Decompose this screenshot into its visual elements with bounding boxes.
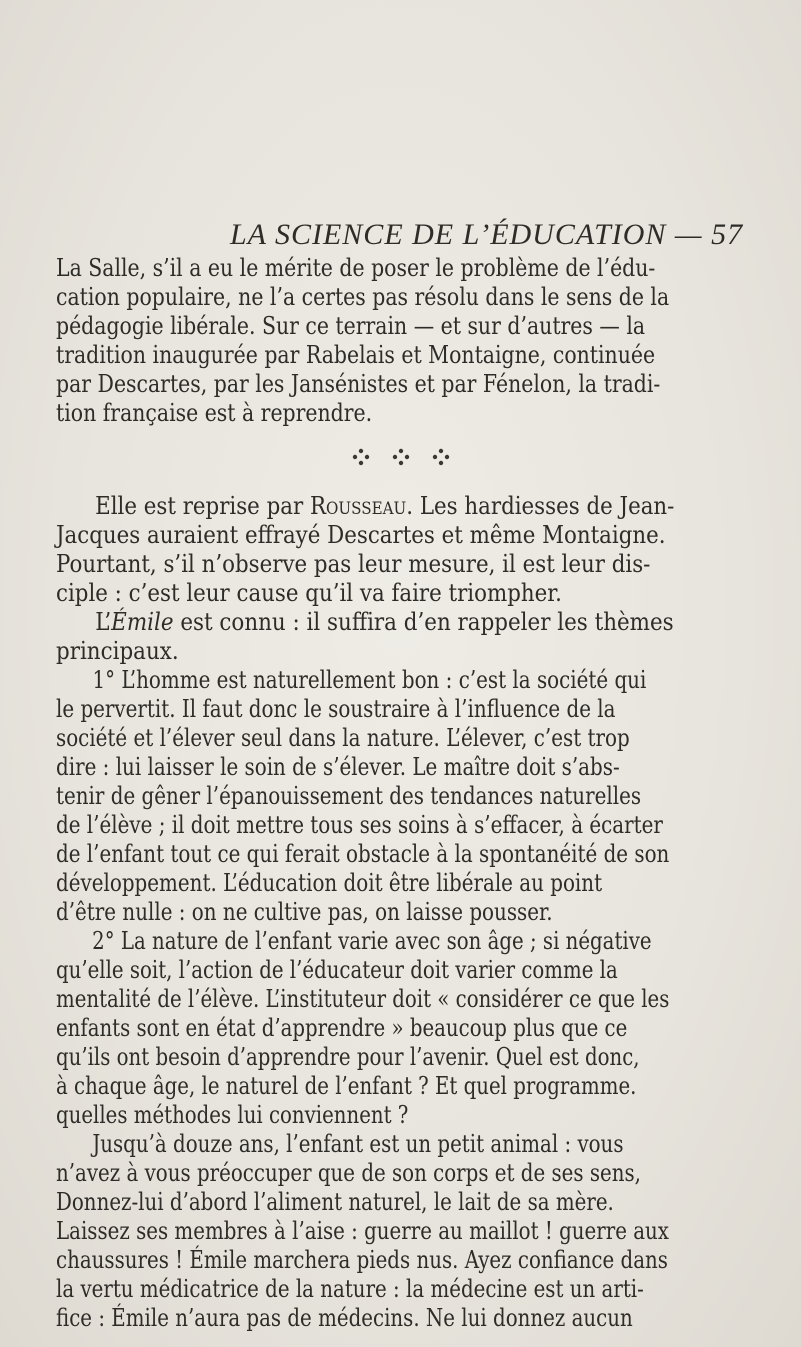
text-line: de l’élève ; il doit mettre tous ses soins à s’effacer, à écarter — [56, 811, 663, 839]
text-line: par Descartes, par les Jansénistes et par Fénelon, la tradi- — [56, 370, 661, 398]
text-line: Laissez ses membres à l’aise : guerre au maillot ! guerre aux — [56, 1217, 669, 1245]
text-line: qu’elle soit, l’action de l’éducateur doit varier comme la — [56, 956, 618, 984]
text-line: ciple : c’est leur cause qu’il va faire triompher. — [56, 579, 562, 607]
text-line: tenir de gêner l’épanouissement des tendances naturelles — [56, 782, 642, 810]
text-line: la vertu médicatrice de la nature : la médecine est un arti- — [56, 1275, 644, 1303]
text-line: La Salle, s’il a eu le mérite de poser le problème de l’édu- — [56, 254, 656, 282]
author-name: Rousseau — [309, 492, 407, 520]
text-line: 1° L’homme est naturellement bon : c’est la société qui — [92, 666, 647, 694]
text-fragment: L’ — [95, 608, 112, 636]
text-line: tion française est à reprendre. — [56, 399, 373, 427]
paragraph-point-1 — [56, 666, 670, 927]
paragraph-emile — [56, 608, 672, 666]
text-line: le pervertit. Il faut donc le soustraire à l’influence de la — [56, 695, 616, 723]
text-line: qu’ils ont besoin d’apprendre pour l’avenir. Quel est donc, — [56, 1043, 640, 1071]
running-header: LA SCIENCE DE L’ÉDUCATION — 57 — [230, 218, 744, 251]
text-line: pédagogie libérale. Sur ce terrain — et sur d’autres — la — [56, 312, 646, 340]
text-line: Jusqu’à douze ans, l’enfant est un petit animal : vous — [92, 1130, 624, 1158]
paragraph-rousseau — [56, 492, 675, 608]
text-line: d’être nulle : on ne cultive pas, on laisse pousser. — [56, 898, 553, 926]
text-line: 2° La nature de l’enfant varie avec son âge ; si négative — [92, 927, 652, 955]
text-line: mentalité de l’élève. L’instituteur doit « considérer ce que les — [56, 985, 670, 1013]
text-line: développement. L’éducation doit être libérale au point — [56, 869, 603, 897]
paragraph-douze-ans — [56, 1130, 669, 1333]
text-line: dire : lui laisser le soin de s’élever. Le maître doit s’abs- — [56, 753, 620, 781]
text-fragment: Elle est reprise par — [95, 492, 310, 520]
text-line: à chaque âge, le naturel de l’enfant ? Et quel programme. — [56, 1072, 637, 1100]
text-line: principaux. — [56, 637, 179, 665]
text-line: chaussures ! Émile marchera pieds nus. Ayez confiance dans — [56, 1246, 668, 1274]
text-line: cation populaire, ne l’a certes pas résolu dans le sens de la — [56, 283, 670, 311]
section-ornament-icon — [346, 442, 456, 472]
text-line: Pourtant, s’il n’observe pas leur mesure, il est leur dis- — [56, 550, 651, 578]
text-line — [56, 608, 672, 637]
text-line: société et l’élever seul dans la nature. L’élever, c’est trop — [56, 724, 630, 752]
book-title: Émile — [111, 608, 174, 636]
text-line: n’avez à vous préoccuper que de son corps et de ses sens, — [56, 1159, 641, 1187]
text-fragment: . Les hardiesses de Jean- — [406, 492, 675, 520]
text-line: quelles méthodes lui conviennent ? — [56, 1101, 409, 1129]
text-line: fice : Émile n’aura pas de médecins. Ne lui donnez aucun — [56, 1304, 633, 1332]
text-line: enfants sont en état d’apprendre » beaucoup plus que ce — [56, 1014, 628, 1042]
text-line: Jacques auraient effrayé Descartes et même Montaigne. — [56, 521, 666, 549]
text-line: Donnez-lui d’abord l’aliment naturel, le lait de sa mère. — [56, 1188, 614, 1216]
text-line — [56, 492, 675, 521]
text-line: de l’enfant tout ce qui ferait obstacle à la spontanéité de son — [56, 840, 670, 868]
text-fragment: est connu : il suffira d’en rappeler les thèmes — [173, 608, 674, 636]
paragraph-la-salle — [56, 254, 670, 428]
paragraph-point-2 — [56, 927, 670, 1130]
text-line: tradition inaugurée par Rabelais et Montaigne, continuée — [56, 341, 656, 369]
